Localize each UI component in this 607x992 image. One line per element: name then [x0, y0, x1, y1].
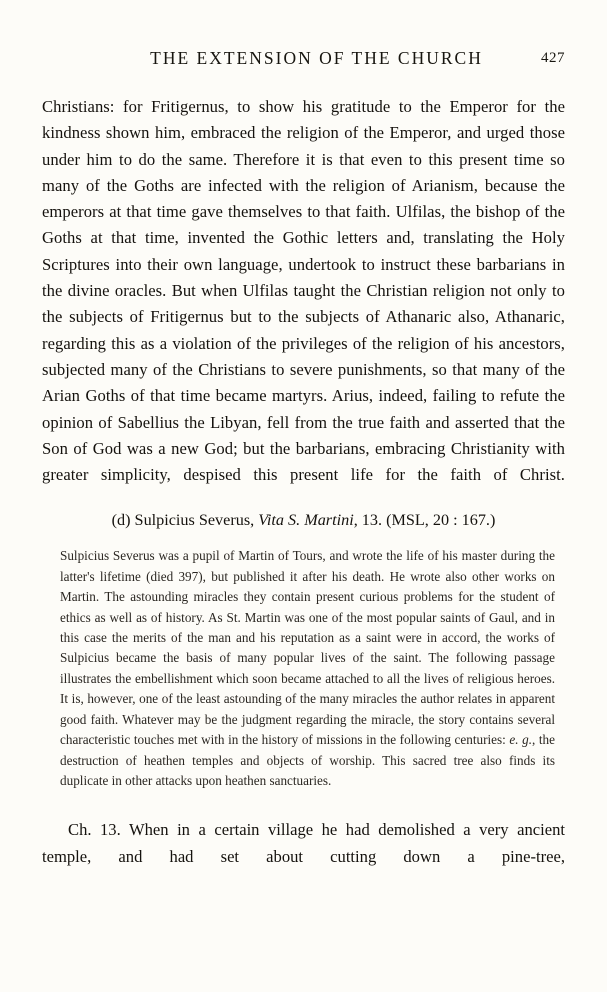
paragraph-tail-text: Ch. 13. When in a certain village he had demolished a very ancient temple, and had set about cutting down a pine-tree, [42, 820, 565, 866]
paragraph-main: Christians: for Fritigernus, to show his gratitude to the Emperor for the kindness shown him, embraced the religion of the Emperor, and urged those under him to do the same. Therefore it is that even to this present time so many of the Goths are infected with the religion of Arianism, because the emperors at that time gave themselves to that faith. Ulfilas, the bishop of the Goths at that time, invented the Gothic letters and, translating the Holy Scriptures into their own language, undertook to instruct these barbarians in the divine oracles. But when Ulfilas taught the Christian religion not only to the subjects of Fritigernus but to the subjects of Athanaric also, Athanaric, regarding this as a violation of the privileges of the religion of his ancestors, subjected many of the Christians to severe punishments, so that many of the Arian Goths of that time became martyrs. Arius, indeed, failing to refute the opinion of Sabellius the Libyan, fell from the true faith and asserted that the Son of God was a new God; but the barbarians, embracing Christianity with greater simplicity, despised this present life for the faith of Christ. [42, 97, 565, 485]
page-title: THE EXTENSION OF THE CHURCH [150, 48, 483, 68]
body-text [42, 94, 565, 488]
paragraph-tail [42, 817, 565, 870]
running-head [42, 48, 565, 72]
tail-text [42, 817, 565, 870]
editorial-note [42, 546, 565, 791]
note-part-1: Sulpicius Severus was a pupil of Martin of Tours, and wrote the life of his master during the latter's lifetime (died 397), but published it after his death. He wrote also other works on Martin. The astounding miracles they contain present curious problems for the student of ethics as well as of history. As St. Martin was one of the most popular saints of Gaul, and in this case the merits of the man and his reputation as a saint were in accord, the works of Sulpicius became the basis of many popular lives of the saint. The following passage illustrates the embellishment which soon became attached to all the lives of religious heroes. It is, however, one of the least astounding of the many miracles the author relates in apparent good faith. Whatever may be the judgment regarding the miracle, the story contains several characteristic touches met with in the history of missions in the following centuries: [60, 548, 555, 748]
note-italic-abbrev: e. g. [509, 732, 532, 748]
source-citation [42, 508, 565, 532]
citation-suffix: , 13. (MSL, 20 : 167.) [353, 511, 496, 530]
citation-work-title: Vita S. Martini [258, 511, 354, 530]
citation-prefix: (d) Sulpicius Severus, [111, 511, 259, 530]
page-number: 427 [541, 50, 565, 66]
note-part-2: , the destruction of heathen temples and objects of worship. This sacred tree also finds its duplicate in other attacks upon heathen sanctuaries. [60, 732, 555, 788]
